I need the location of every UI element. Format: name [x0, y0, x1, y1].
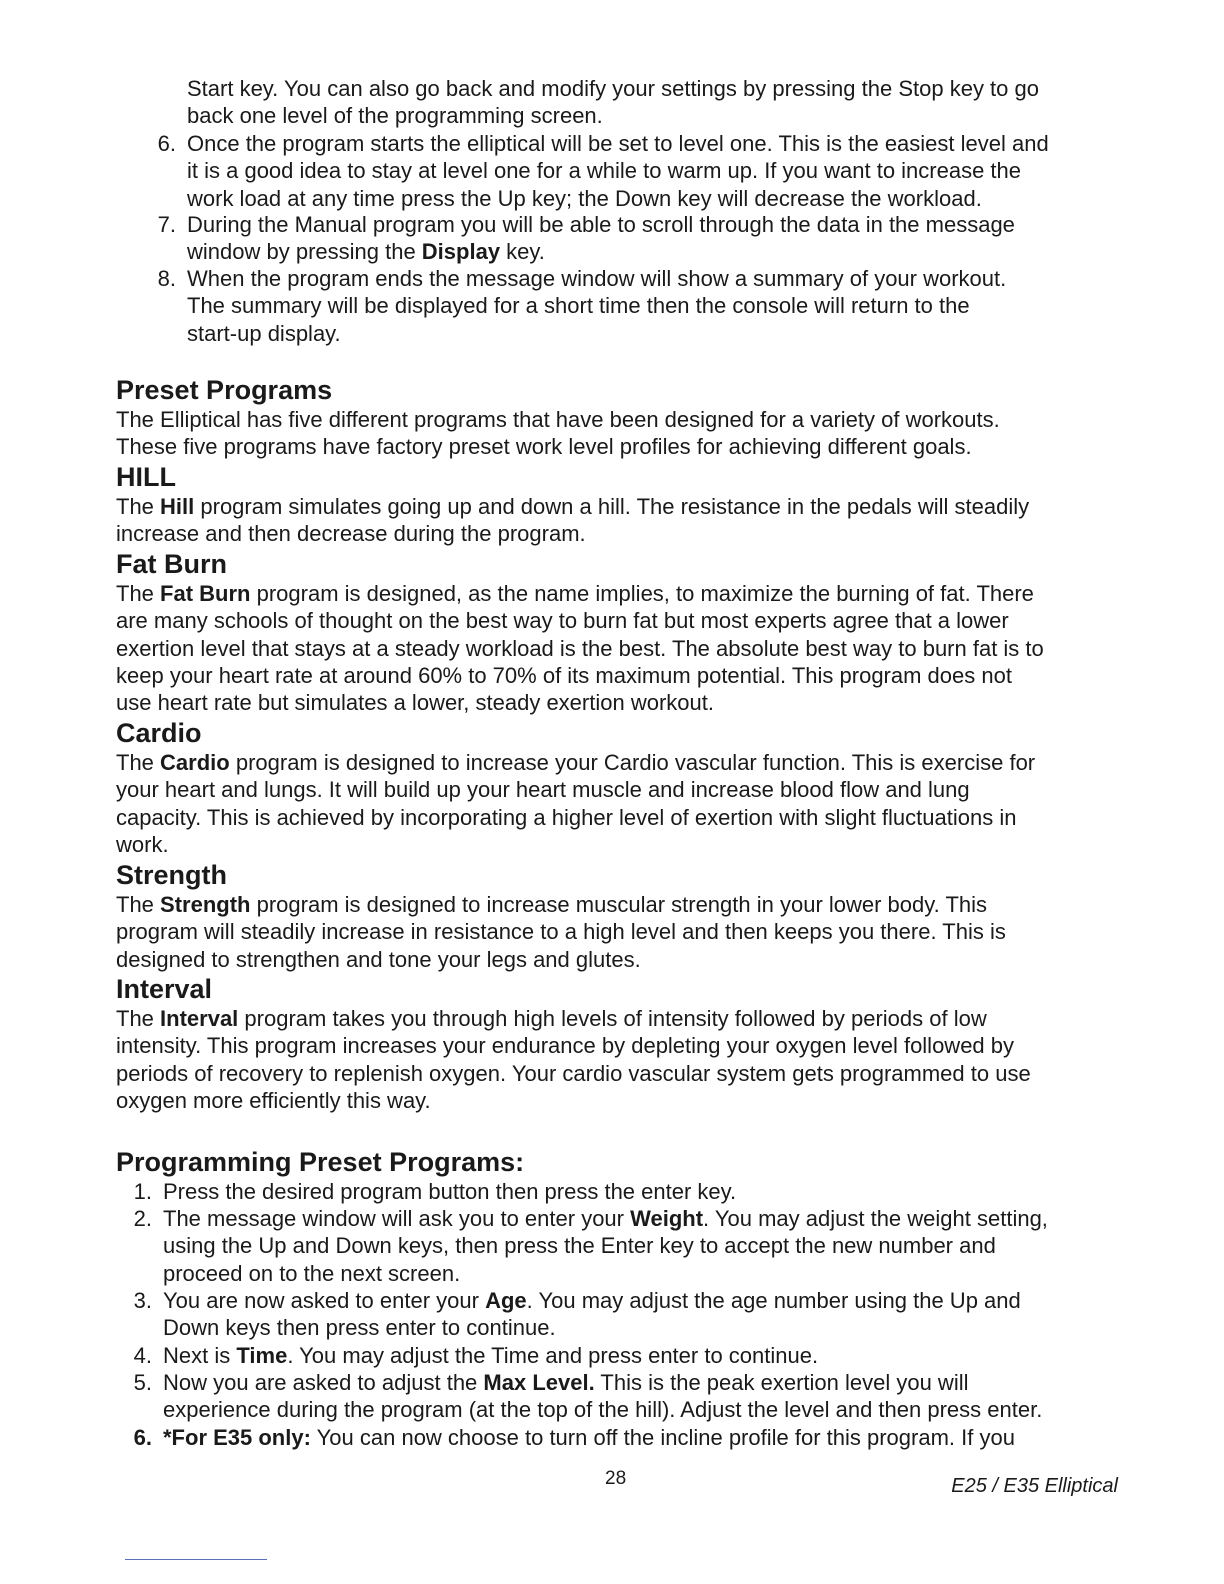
text-line: [163, 1178, 736, 1205]
text-line: [187, 238, 1015, 265]
list-item: [187, 211, 1015, 266]
text-span: program is designed to increase your Cardio vascular function. This is exercise for: [229, 750, 1036, 775]
text-span: program takes you through high levels of intensity followed by periods of low: [238, 1006, 987, 1031]
bold-term: Display: [421, 239, 501, 265]
bold-term: Cardio: [160, 750, 230, 775]
step-number: 3.: [133, 1288, 152, 1313]
section-heading: Preset Programs: [116, 375, 333, 405]
text-line: proceed on to the next screen.: [163, 1260, 461, 1286]
text-line: capacity. This is achieved by incorporating a higher level of exertion with slight fluctuations in: [116, 804, 1017, 830]
text-span: This is the peak exertion level you will: [594, 1370, 969, 1395]
text-line: Start key. You can also go back and modify your settings by pressing the Stop key to go: [187, 76, 1039, 101]
text-line: use heart rate but simulates a lower, steady exertion workout.: [116, 690, 714, 716]
step-number: 2.: [133, 1206, 152, 1231]
program-heading: Cardio: [116, 718, 202, 748]
paragraph: [116, 580, 1044, 716]
text-line: Once the program starts the elliptical will be set to level one. This is the easiest level and: [187, 131, 1049, 156]
text-span: window by pressing the: [187, 239, 422, 265]
step-item: [163, 1178, 736, 1205]
text-line: [163, 1424, 1015, 1451]
section-heading: Programming Preset Programs:: [116, 1147, 525, 1177]
text-line: back one level of the programming screen.: [187, 103, 603, 129]
paragraph: [116, 891, 1006, 973]
text-line: [116, 580, 1044, 607]
bold-term: *For E35 only:: [163, 1425, 311, 1450]
list-item: [187, 265, 1006, 347]
text-span: program is designed, as the name implies, to maximize the burning of fat. There: [250, 581, 1034, 606]
text-line: During the Manual program you will be able to scroll through the data in the message: [187, 212, 1015, 237]
text-line: [163, 1369, 1042, 1396]
text-span: The: [116, 494, 161, 519]
list-item: [187, 75, 1039, 130]
text-line: The Elliptical has five different programs that have been designed for a variety of workouts.: [116, 407, 1000, 432]
text-line: start-up display.: [187, 320, 341, 346]
text-span: . You may adjust the weight setting,: [703, 1206, 1048, 1231]
bold-term: Strength: [160, 892, 251, 917]
text-line: intensity. This program increases your endurance by depleting your oxygen level followed by: [116, 1033, 1015, 1059]
text-line: periods of recovery to replenish oxygen. Your cardio vascular system gets programmed to use: [116, 1060, 1031, 1086]
text-span: Next is: [163, 1343, 237, 1368]
bold-term: Max Level.: [483, 1370, 595, 1395]
text-line: designed to strengthen and tone your legs and glutes.: [116, 946, 641, 972]
step-number: 6.: [133, 1425, 152, 1450]
step-item: [163, 1287, 1021, 1342]
step-item: [163, 1342, 818, 1369]
bold-term: Hill: [160, 494, 195, 519]
paragraph: [116, 749, 1035, 858]
bold-term: Time: [236, 1343, 288, 1368]
text-line: increase and then decrease during the program.: [116, 521, 586, 547]
text-line: work.: [116, 831, 169, 857]
text-span: You can now choose to turn off the incline profile for this program. If you: [310, 1425, 1015, 1450]
list-number: 7.: [157, 212, 176, 237]
step-item: [163, 1369, 1042, 1424]
paragraph: [116, 406, 1000, 461]
text-span: The: [116, 581, 161, 606]
paragraph: [116, 1005, 1031, 1114]
page-number: 28: [605, 1468, 627, 1489]
text-span: . You may adjust the age number using the Up and: [526, 1288, 1021, 1313]
text-line: [116, 749, 1035, 776]
program-heading: Strength: [116, 860, 227, 890]
text-line: it is a good idea to stay at level one for a while to warm up. If you want to increase the: [187, 158, 1022, 184]
text-line: When the program ends the message window will show a summary of your workout.: [187, 266, 1007, 291]
footer-title: E25 / E35 Elliptical: [951, 1475, 1118, 1497]
text-span: The message window will ask you to enter your: [163, 1206, 631, 1231]
text-span: The: [116, 892, 161, 917]
text-line: keep your heart rate at around 60% to 70% of its maximum potential. This program does not: [116, 662, 1012, 688]
text-line: [116, 493, 1029, 520]
text-line: [116, 891, 1006, 918]
bold-term: Age: [485, 1288, 527, 1313]
step-number: 4.: [133, 1343, 152, 1368]
bold-term: Weight: [630, 1206, 704, 1231]
text-line: [163, 1342, 818, 1369]
paragraph: [116, 493, 1029, 548]
text-span: program is designed to increase muscular strength in your lower body. This: [250, 892, 988, 917]
program-heading: Fat Burn: [116, 549, 227, 579]
list-number: 8.: [157, 266, 176, 291]
text-span: Press the desired program button then press the enter key.: [163, 1179, 737, 1204]
footer-rule: [125, 1559, 267, 1560]
program-heading: HILL: [116, 462, 176, 492]
step-number: 1.: [133, 1179, 152, 1204]
text-line: [163, 1205, 1048, 1232]
text-line: oxygen more efficiently this way.: [116, 1087, 431, 1113]
text-span: The: [116, 1006, 161, 1031]
text-line: work load at any time press the Up key; the Down key will decrease the workload.: [187, 185, 982, 211]
step-item: [163, 1424, 1015, 1451]
text-line: your heart and lungs. It will build up your heart muscle and increase blood flow and lung: [116, 777, 970, 803]
text-line: These five programs have factory preset work level profiles for achieving different goals.: [116, 434, 972, 460]
text-span: program simulates going up and down a hill. The resistance in the pedals will steadily: [194, 494, 1030, 519]
list-number: 6.: [157, 131, 176, 156]
step-item: [163, 1205, 1048, 1287]
text-span: The: [116, 750, 161, 775]
text-span: . You may adjust the Time and press enter to continue.: [287, 1343, 819, 1368]
step-number: 5.: [133, 1370, 152, 1395]
text-line: are many schools of thought on the best way to burn fat but most experts agree that a lower: [116, 608, 1009, 634]
text-line: using the Up and Down keys, then press the Enter key to accept the new number and: [163, 1233, 996, 1259]
text-line: program will steadily increase in resistance to a high level and then keeps you there. This is: [116, 919, 1006, 945]
text-line: exertion level that stays at a steady workload is the best. The absolute best way to burn fat is to: [116, 635, 1044, 661]
text-line: experience during the program (at the top of the hill). Adjust the level and then press enter.: [163, 1397, 1043, 1423]
list-item: [187, 130, 1049, 212]
bold-term: Interval: [160, 1006, 239, 1031]
bold-term: Fat Burn: [160, 581, 251, 606]
text-line: [163, 1287, 1021, 1314]
text-line: [116, 1005, 1031, 1032]
text-span: key.: [500, 239, 545, 265]
text-span: You are now asked to enter your: [163, 1288, 486, 1313]
text-line: Down keys then press enter to continue.: [163, 1315, 556, 1341]
text-span: Now you are asked to adjust the: [163, 1370, 484, 1395]
text-line: The summary will be displayed for a short time then the console will return to the: [187, 293, 970, 319]
program-heading: Interval: [116, 974, 213, 1004]
